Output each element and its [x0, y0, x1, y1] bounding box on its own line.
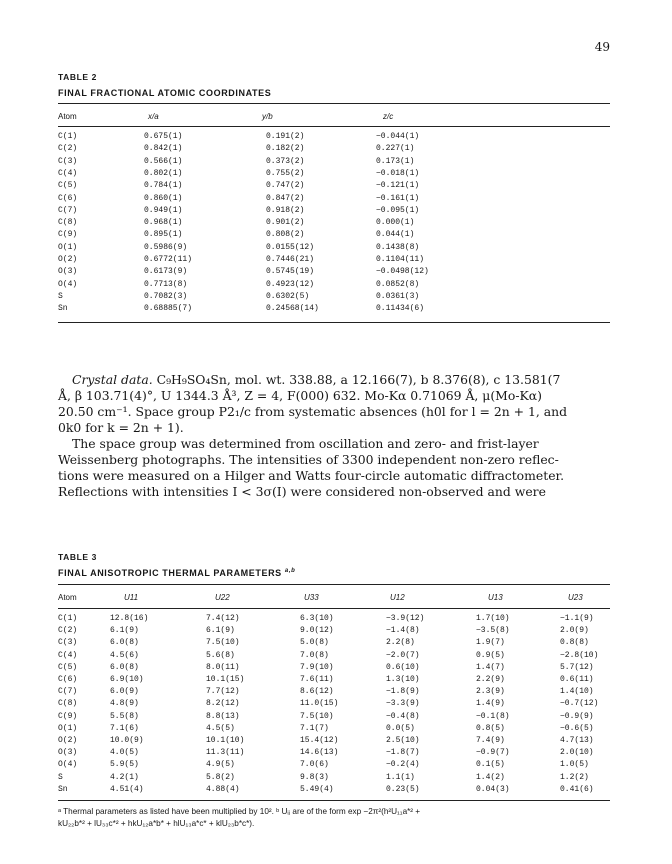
table3-value-cell: 7.5(10)	[300, 711, 334, 721]
table3-value-cell: 0.6(11)	[560, 675, 594, 684]
table3-title-wrap	[58, 568, 295, 578]
table2-value-cell: 0.0361(3)	[376, 291, 420, 301]
table2-header-z: z/c	[383, 112, 394, 121]
table2-atom-cell: C(1)	[58, 132, 78, 141]
table2-value-cell: 0.373(2)	[266, 156, 305, 166]
table2-atom-cell: C(8)	[58, 218, 78, 228]
table2-value-cell: 0.895(1)	[144, 230, 183, 240]
table3-atom-cell: C(8)	[58, 699, 78, 709]
table2-value-cell: 0.0155(12)	[266, 242, 315, 252]
table3-value-cell: 1.4(7)	[476, 662, 505, 672]
table2-value-cell: 0.7446(21)	[266, 255, 315, 264]
table3-atom-cell: O(2)	[58, 736, 78, 745]
table2-value-cell: 0.901(2)	[266, 218, 305, 228]
table2-value-cell: 0.860(1)	[144, 193, 183, 203]
table3-value-cell: 4.5(5)	[206, 723, 235, 733]
table3-footnote	[58, 806, 614, 830]
table3-value-cell: 0.41(6)	[560, 784, 594, 794]
table3-value-cell: −1.4(8)	[386, 626, 420, 636]
table2-value-cell: 0.802(1)	[144, 168, 183, 178]
table3-atom-cell: C(7)	[58, 687, 78, 697]
page-number: 49	[594, 40, 610, 54]
space-group-line-2: Weissenberg photographs. The intensities of 3300 independent non-zero reflec-	[58, 452, 559, 467]
table3-value-cell: 10.1(15)	[206, 675, 245, 684]
table2-value-cell: 0.842(1)	[144, 144, 183, 154]
table3-value-cell: 7.6(11)	[300, 675, 334, 684]
table3-value-cell: 5.49(4)	[300, 784, 334, 794]
table3-value-cell: 1.0(5)	[560, 760, 589, 770]
table3-value-cell: 2.3(9)	[476, 687, 505, 697]
table3-atom-cell: C(9)	[58, 711, 78, 721]
table3-value-cell: 9.8(3)	[300, 772, 329, 782]
crystal-data-line-1: Crystal data. C₉H₉SO₄Sn, mol. wt. 338.88, a 12.166(7), b 8.376(8), c 13.581(7	[72, 372, 561, 387]
table3-header-u-1: U11	[124, 593, 139, 602]
space-group-line-1: The space group was determined from oscillation and zero- and frist-layer	[72, 436, 539, 451]
table3-atom-cell: C(3)	[58, 638, 78, 648]
table3-value-cell: −3.9(12)	[386, 614, 425, 623]
table2-atom-cell: C(2)	[58, 144, 78, 154]
table3-value-cell: 6.1(9)	[110, 626, 139, 636]
table2-atom-cell: O(2)	[58, 255, 78, 264]
table2-value-cell: −0.018(1)	[376, 168, 420, 178]
table2-atom-cell: O(1)	[58, 242, 78, 252]
table2-atom-cell: C(6)	[58, 193, 78, 203]
table3-value-cell: 4.88(4)	[206, 784, 240, 794]
table2-value-cell: 0.675(1)	[144, 132, 183, 141]
table3-value-cell: 7.1(7)	[300, 723, 329, 733]
table2-value-cell: 0.784(1)	[144, 181, 183, 191]
table3-footnote-line-2: kU₂₂b*² + lU₃₃c*² + hkU₁₂a*b* + hlU₁₃a*c* + klU₂₃b*c*).	[58, 819, 255, 828]
table3-top-rule	[58, 584, 610, 585]
table3-value-cell: 0.6(10)	[386, 662, 420, 672]
table3-value-cell: 8.2(12)	[206, 699, 240, 709]
table2-header-atom: Atom	[58, 112, 77, 121]
table3-value-cell: −2.0(7)	[386, 650, 420, 660]
body-text	[58, 372, 613, 500]
table3-value-cell: 2.0(9)	[560, 626, 589, 636]
table2-value-cell: 0.5986(9)	[144, 242, 188, 252]
table3-value-cell: 7.5(10)	[206, 638, 240, 648]
table2-value-cell: 0.68885(7)	[144, 304, 193, 314]
table3-value-cell: 5.5(8)	[110, 711, 139, 721]
table3-value-cell: 6.3(10)	[300, 614, 334, 623]
table2-value-cell: 0.755(2)	[266, 168, 305, 178]
table2-value-cell: 0.847(2)	[266, 193, 305, 203]
table3-value-cell: 2.0(10)	[560, 748, 594, 758]
table2-value-cell: 0.044(1)	[376, 230, 415, 240]
table3-value-cell: 6.0(9)	[110, 687, 139, 697]
table2-atom-cell: O(3)	[58, 267, 78, 277]
table3-value-cell: 5.8(2)	[206, 772, 235, 782]
table3-title-footnote-marks: a,b	[284, 568, 296, 574]
table3-value-cell: 0.23(5)	[386, 784, 420, 794]
table3-value-cell: 4.8(9)	[110, 699, 139, 709]
table3-value-cell: 7.7(12)	[206, 687, 240, 697]
table3-footnote-line-1: ᵃ Thermal parameters as listed have been multiplied by 10². ᵇ Uᵢⱼ are of the form exp −2π²(h²U₁₁a*² +	[58, 807, 421, 816]
table2-value-cell: 0.173(1)	[376, 156, 415, 166]
crystal-data-line-3: 20.50 cm⁻¹. Space group P2₁/c from systematic absences (h0l for l = 2n + 1, and	[58, 404, 568, 419]
table2-atom-cell: C(4)	[58, 168, 78, 178]
table3-value-cell: −0.7(12)	[560, 699, 599, 709]
table2-value-cell: 0.7082(3)	[144, 291, 188, 301]
table3-value-cell: 1.4(9)	[476, 699, 505, 709]
table2-value-cell: 0.566(1)	[144, 156, 183, 166]
table3-value-cell: 0.8(8)	[560, 638, 589, 648]
table3-value-cell: 4.2(1)	[110, 772, 139, 782]
table3-value-cell: −1.1(9)	[560, 614, 594, 623]
table3-header-u-3: U33	[304, 593, 319, 602]
table3-value-cell: 2.2(8)	[386, 638, 415, 648]
table2-bottom-rule	[58, 322, 610, 323]
table3-value-cell: 0.9(5)	[476, 650, 505, 660]
table3-value-cell: 1.2(2)	[560, 772, 589, 782]
table3-value-cell: 11.3(11)	[206, 748, 245, 758]
space-group-line-3: tions were measured on a Hilger and Watts four-circle automatic diffractometer.	[58, 468, 565, 483]
space-group-line-4: Reflections with intensities I < 3σ(I) were considered non-observed and were	[58, 484, 546, 499]
table3-atom-cell: Sn	[58, 784, 68, 794]
table2-value-cell: 0.000(1)	[376, 218, 415, 228]
table2-atom-cell: C(7)	[58, 205, 78, 215]
table2-value-cell: 0.7713(8)	[144, 279, 188, 289]
table3-value-cell: 1.9(7)	[476, 638, 505, 648]
table2-value-cell: 0.24568(14)	[266, 304, 319, 314]
table2-value-cell: 0.5745(19)	[266, 267, 315, 277]
table2-atom-cell: C(5)	[58, 181, 78, 191]
table2-value-cell: 0.918(2)	[266, 205, 305, 215]
table3-value-cell: −3.5(8)	[476, 626, 510, 636]
table2-value-cell: 0.0852(8)	[376, 279, 420, 289]
table3-value-cell: 4.0(5)	[110, 748, 139, 758]
table3-value-cell: 2.2(9)	[476, 675, 505, 684]
table2-value-cell: 0.11434(6)	[376, 304, 425, 314]
table3-value-cell: 7.0(8)	[300, 650, 329, 660]
crystal-data-line-2: Å, β 103.71(4)°, U 1344.3 Å³, Z = 4, F(000) 632. Mo-Kα 0.71069 Å, μ(Mo-Kα)	[58, 388, 542, 403]
table3-value-cell: −2.8(10)	[560, 650, 599, 660]
table3-value-cell: 1.4(10)	[560, 687, 594, 697]
table2-value-cell: 0.949(1)	[144, 205, 183, 215]
table2-value-cell: 0.808(2)	[266, 230, 305, 240]
table3-value-cell: 7.9(10)	[300, 662, 334, 672]
table3-atom-cell: C(1)	[58, 614, 78, 623]
table3-value-cell: 4.7(13)	[560, 736, 594, 745]
table3-value-cell: −0.1(8)	[476, 711, 510, 721]
table3-value-cell: 0.8(5)	[476, 723, 505, 733]
table3-value-cell: 8.0(11)	[206, 662, 240, 672]
table2-atom-cell: Sn	[58, 304, 68, 314]
table3-value-cell: −0.9(9)	[560, 711, 594, 721]
table3-atom-cell: C(5)	[58, 662, 78, 672]
table3-value-cell: −3.3(9)	[386, 699, 420, 709]
table3-atom-cell: C(4)	[58, 650, 78, 660]
table2-value-cell: 0.182(2)	[266, 144, 305, 154]
table2-atom-cell: O(4)	[58, 279, 78, 289]
table3-value-cell: 10.0(9)	[110, 736, 144, 745]
table3-value-cell: 4.51(4)	[110, 784, 144, 794]
table3-atom-cell: C(6)	[58, 675, 78, 684]
table3-header-rule	[58, 608, 610, 609]
table3-value-cell: 6.1(9)	[206, 626, 235, 636]
table3-header-u-2: U22	[215, 593, 230, 602]
table2-title: FINAL FRACTIONAL ATOMIC COORDINATES	[58, 88, 272, 98]
table3-header-atom: Atom	[58, 593, 77, 602]
table3-header-u-5: U13	[488, 593, 503, 602]
table3-value-cell: −0.4(8)	[386, 711, 420, 721]
table3-value-cell: 11.0(15)	[300, 699, 339, 709]
table3-value-cell: 4.5(6)	[110, 650, 139, 660]
table2-value-cell: 0.6772(11)	[144, 255, 193, 264]
table3-value-cell: 0.04(3)	[476, 784, 510, 794]
table2-value-cell: 0.6173(9)	[144, 267, 188, 277]
table3-value-cell: −1.8(9)	[386, 687, 420, 697]
table3-value-cell: 5.0(8)	[300, 638, 329, 648]
table3-value-cell: 8.6(12)	[300, 687, 334, 697]
table3-value-cell: 7.0(6)	[300, 760, 329, 770]
table2-header-y: y/b	[262, 112, 273, 121]
table3-value-cell: 2.5(10)	[386, 736, 420, 745]
table2-value-cell: −0.0498(12)	[376, 267, 429, 277]
table2-value-cell: 0.6302(5)	[266, 291, 310, 301]
table3-bottom-rule	[58, 800, 610, 801]
table3-value-cell: 0.0(5)	[386, 723, 415, 733]
table2-atom-cell: S	[58, 291, 63, 301]
table3-value-cell: 10.1(10)	[206, 736, 245, 745]
table3-atom-cell: C(2)	[58, 626, 78, 636]
table2-atom-cell: C(3)	[58, 156, 78, 166]
table3-title: FINAL ANISOTROPIC THERMAL PARAMETERS	[58, 568, 282, 578]
crystal-data-line-4: 0k0 for k = 2n + 1).	[58, 420, 184, 435]
table3-atom-cell: O(3)	[58, 748, 78, 758]
table3-value-cell: 9.0(12)	[300, 626, 334, 636]
table3-value-cell: 5.7(12)	[560, 662, 594, 672]
table2-value-cell: −0.121(1)	[376, 181, 420, 191]
table2-value-cell: 0.227(1)	[376, 144, 415, 154]
table2-value-cell: 0.1438(8)	[376, 242, 420, 252]
table3-value-cell: 1.3(10)	[386, 675, 420, 684]
table2-value-cell: 0.191(2)	[266, 132, 305, 141]
table2-top-rule	[58, 103, 610, 104]
table3-label: TABLE 3	[58, 552, 97, 562]
table2-value-cell: 0.968(1)	[144, 218, 183, 228]
table3-value-cell: 1.4(2)	[476, 772, 505, 782]
table2-value-cell: 0.4923(12)	[266, 279, 315, 289]
table2-label: TABLE 2	[58, 72, 97, 82]
table3-value-cell: 4.9(5)	[206, 760, 235, 770]
table2-value-cell: −0.161(1)	[376, 193, 420, 203]
table2-value-cell: 0.1104(11)	[376, 255, 425, 264]
table3-value-cell: 0.1(5)	[476, 760, 505, 770]
table3-value-cell: 12.8(16)	[110, 614, 149, 623]
table3-value-cell: −1.8(7)	[386, 748, 420, 758]
table3-value-cell: 6.0(8)	[110, 662, 139, 672]
table3-header-u-4: U12	[390, 593, 405, 602]
table2-header-x: x/a	[148, 112, 159, 121]
table3-header-u-6: U23	[568, 593, 583, 602]
table2-header-rule	[58, 126, 610, 127]
table3-value-cell: 6.0(8)	[110, 638, 139, 648]
table2-value-cell: −0.095(1)	[376, 205, 420, 215]
table3-value-cell: 7.4(9)	[476, 736, 505, 745]
table2-value-cell: −0.044(1)	[376, 132, 420, 141]
table3-value-cell: 5.9(5)	[110, 760, 139, 770]
table3-value-cell: 5.6(8)	[206, 650, 235, 660]
table3-value-cell: 1.1(1)	[386, 772, 415, 782]
table3-value-cell: 6.9(10)	[110, 675, 144, 684]
table3-value-cell: 8.8(13)	[206, 711, 240, 721]
table3-value-cell: −0.9(7)	[476, 748, 510, 758]
table2-atom-cell: C(9)	[58, 230, 78, 240]
table3-atom-cell: O(4)	[58, 760, 78, 770]
table3-value-cell: 7.4(12)	[206, 614, 240, 623]
table3-value-cell: 1.7(10)	[476, 614, 510, 623]
table3-value-cell: 14.6(13)	[300, 748, 339, 758]
table3-value-cell: −0.6(5)	[560, 723, 594, 733]
table3-value-cell: 7.1(6)	[110, 723, 139, 733]
table3-value-cell: −0.2(4)	[386, 760, 420, 770]
table3-atom-cell: S	[58, 772, 63, 782]
table2-value-cell: 0.747(2)	[266, 181, 305, 191]
table3-value-cell: 15.4(12)	[300, 736, 339, 745]
table3-atom-cell: O(1)	[58, 723, 78, 733]
